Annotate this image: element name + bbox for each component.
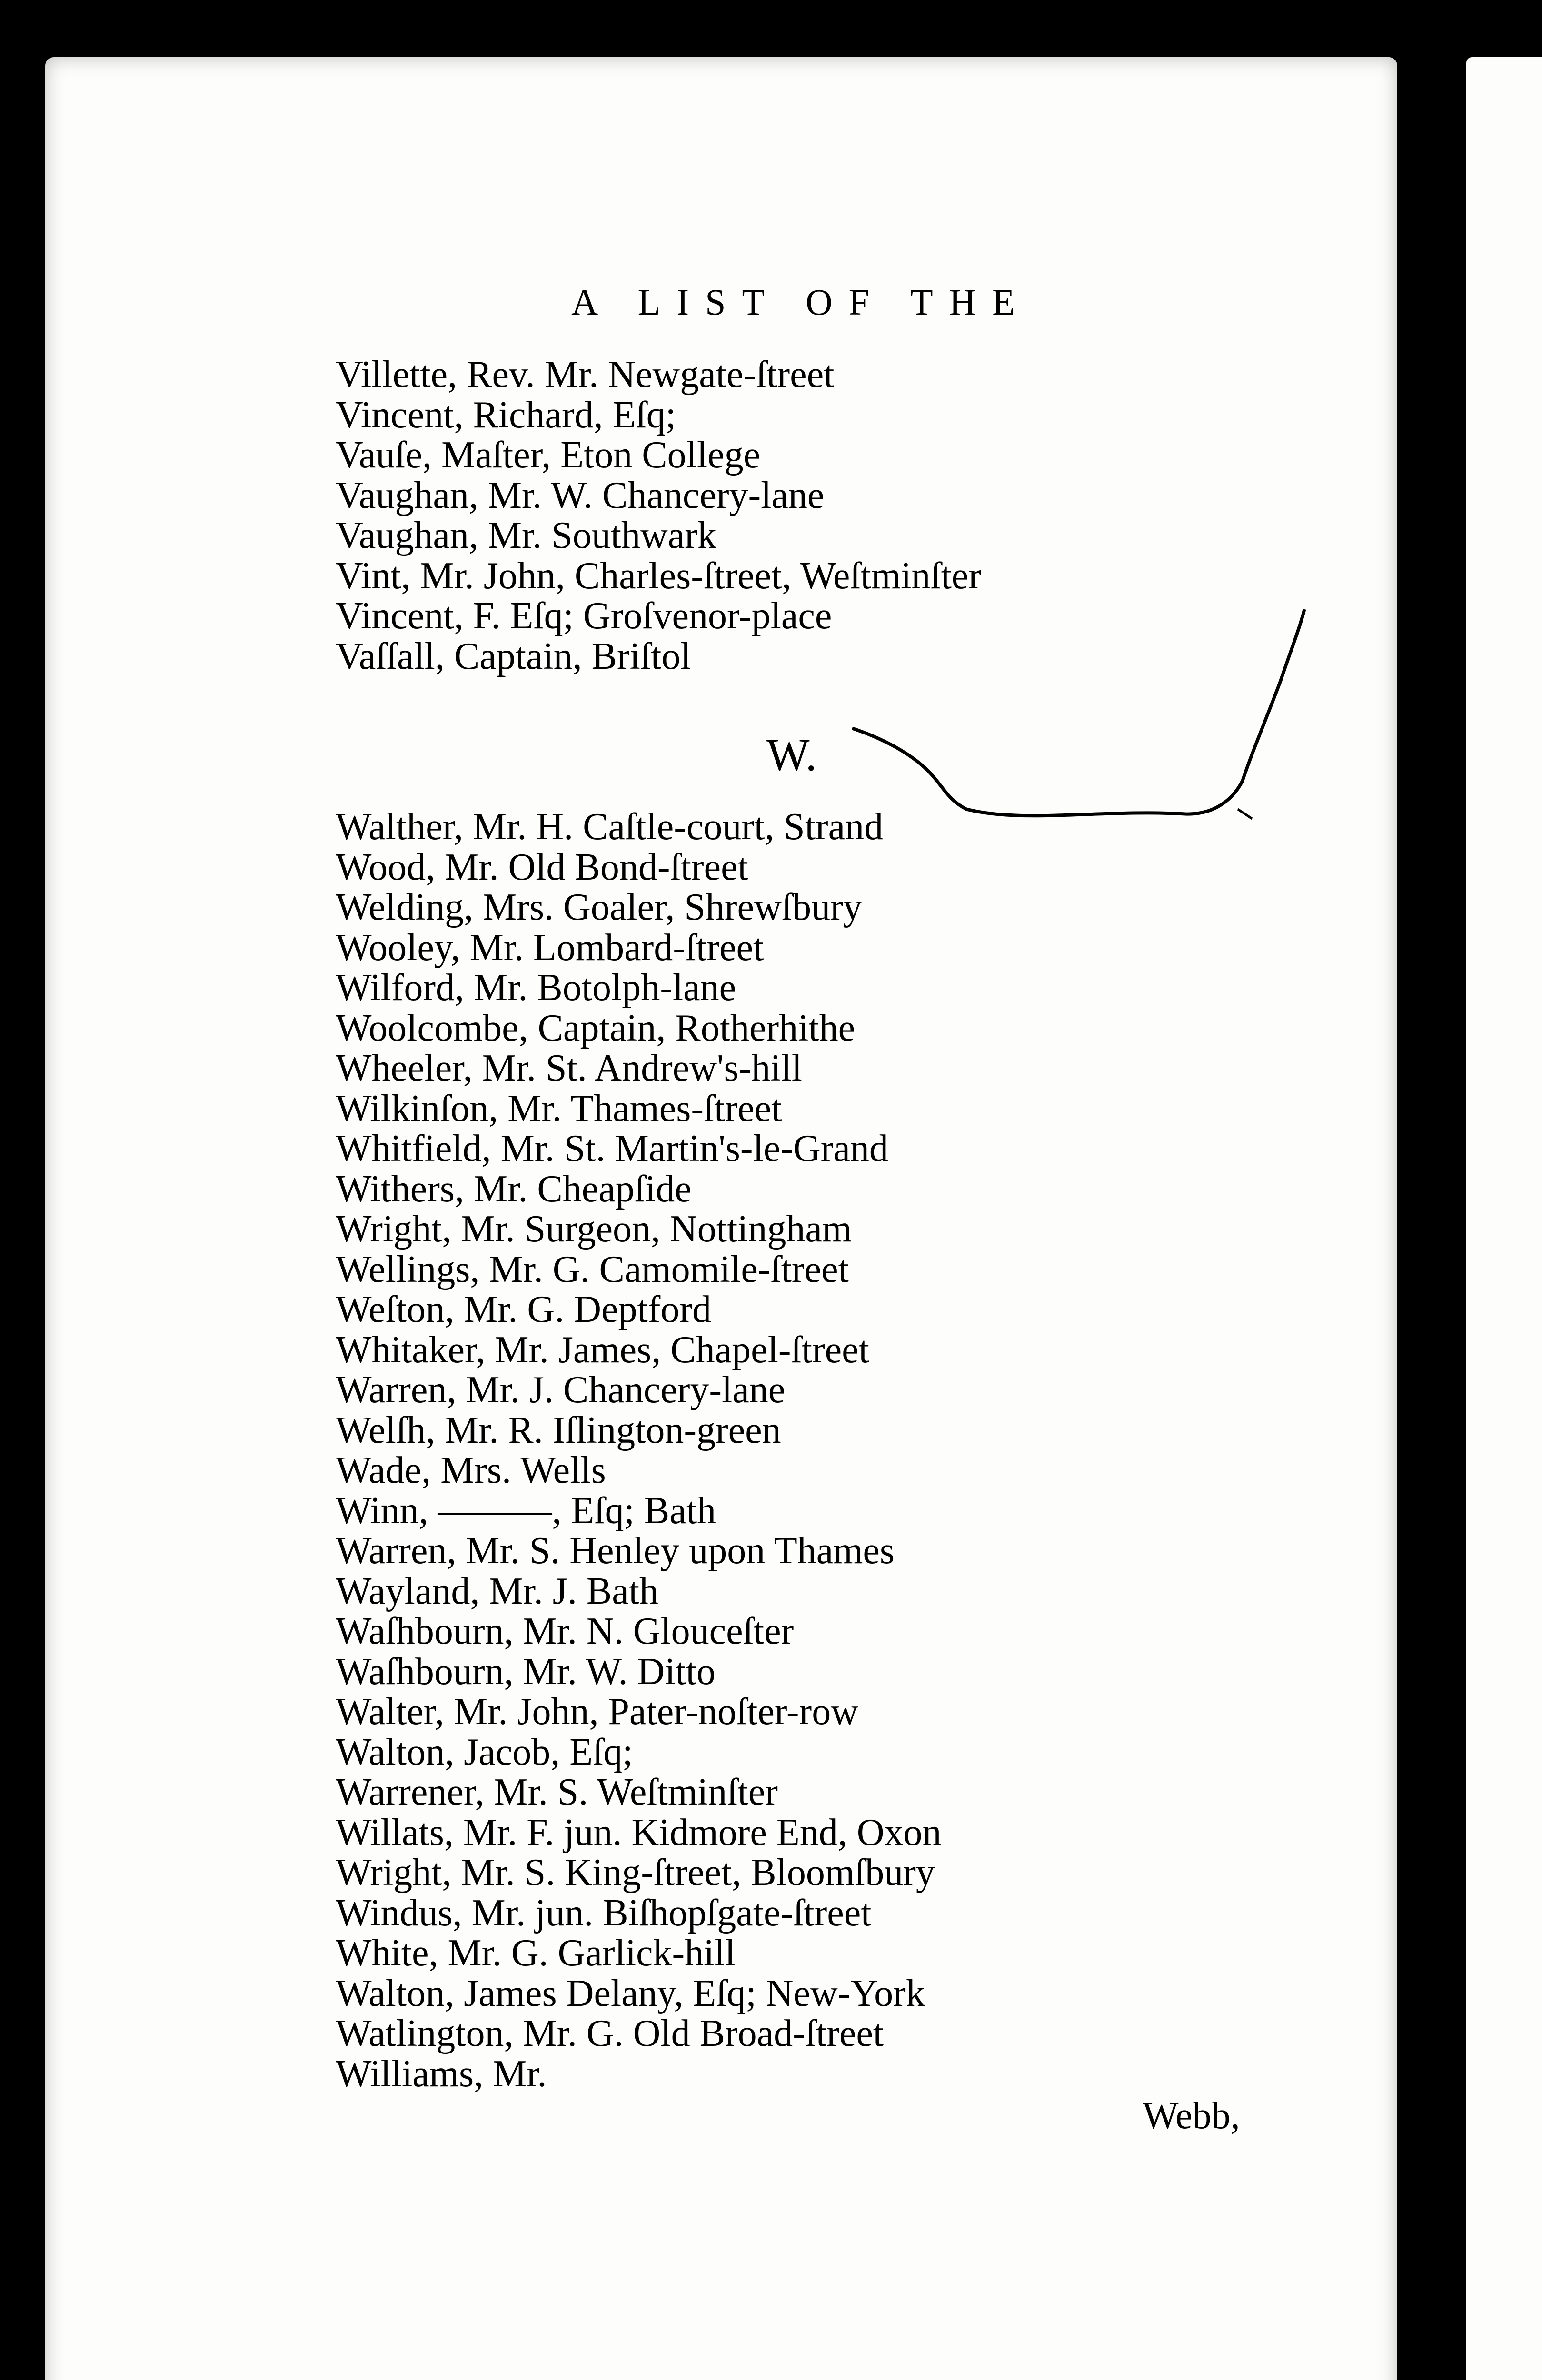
subscriber-entry: Wayland, Mr. J. Bath: [336, 1570, 658, 1612]
subscriber-entry: Willats, Mr. F. jun. Kidmore End, Oxon: [336, 1811, 942, 1854]
subscriber-entry: Vincent, F. Eſq; Groſvenor-place: [336, 595, 832, 637]
catchword: Webb,: [1143, 2095, 1240, 2137]
subscriber-entry: Williams, Mr.: [336, 2053, 547, 2095]
subscriber-entry: Whitfield, Mr. St. Martin's-le-Grand: [336, 1128, 888, 1170]
subscriber-entry: Waſhbourn, Mr. N. Glouceſter: [336, 1610, 794, 1652]
subscriber-entry: Vaſſall, Captain, Briſtol: [336, 635, 691, 677]
subscriber-entry: Windus, Mr. jun. Biſhopſgate-ſtreet: [336, 1892, 872, 1934]
subscriber-entry: Wright, Mr. S. King-ſtreet, Bloomſbury: [336, 1852, 935, 1894]
facing-page-edge: [1466, 57, 1542, 2380]
subscriber-entry: Vint, Mr. John, Charles-ſtreet, Weſtminſter: [336, 555, 981, 597]
running-head: A LIST OF THE: [571, 281, 1031, 323]
subscriber-entry: Winn, ———, Eſq; Bath: [336, 1489, 716, 1532]
subscriber-entry: Waſhbourn, Mr. W. Ditto: [336, 1650, 716, 1693]
subscriber-entry: Vaughan, Mr. Southwark: [336, 515, 716, 556]
subscriber-entry: Weſton, Mr. G. Deptford: [336, 1289, 711, 1330]
subscriber-entry: Wright, Mr. Surgeon, Nottingham: [336, 1208, 852, 1250]
subscriber-entry: Villette, Rev. Mr. Newgate-ſtreet: [336, 354, 835, 396]
subscriber-entry: Warren, Mr. S. Henley upon Thames: [336, 1530, 895, 1572]
subscriber-entry: Wood, Mr. Old Bond-ſtreet: [336, 846, 748, 888]
subscriber-entry: Walton, Jacob, Eſq;: [336, 1731, 633, 1773]
subscriber-entry: Welding, Mrs. Goaler, Shrewſbury: [336, 886, 862, 928]
subscriber-entry: Wilford, Mr. Botolph-lane: [336, 967, 736, 1009]
subscriber-entry: Warrener, Mr. S. Weſtminſter: [336, 1771, 778, 1813]
subscriber-entry: Walther, Mr. H. Caſtle-court, Strand: [336, 806, 884, 848]
subscriber-entry: Woolcombe, Captain, Rotherhithe: [336, 1007, 856, 1049]
subscriber-entry: Walton, James Delany, Eſq; New-York: [336, 1972, 925, 2014]
subscriber-list-w: [336, 807, 942, 2094]
subscriber-entry: Wilkinſon, Mr. Thames-ſtreet: [336, 1087, 782, 1130]
subscriber-entry: Whitaker, Mr. James, Chapel-ſtreet: [336, 1329, 869, 1371]
subscriber-entry: Walter, Mr. John, Pater-noſter-row: [336, 1691, 858, 1733]
subscriber-entry: Watlington, Mr. G. Old Broad-ſtreet: [336, 2013, 884, 2054]
subscriber-entry: White, Mr. G. Garlick-hill: [336, 1932, 736, 1974]
subscriber-entry: Welſh, Mr. R. Iſlington-green: [336, 1409, 781, 1451]
subscriber-entry: Vauſe, Maſter, Eton College: [336, 434, 761, 476]
subscriber-entry: Wade, Mrs. Wells: [336, 1449, 606, 1491]
subscriber-entry: Warren, Mr. J. Chancery-lane: [336, 1369, 786, 1411]
subscriber-entry: Vincent, Richard, Eſq;: [336, 394, 676, 436]
subscriber-entry: Withers, Mr. Cheapſide: [336, 1168, 692, 1210]
section-heading-w: W.: [766, 729, 817, 780]
subscriber-entry: Wellings, Mr. G. Camomile-ſtreet: [336, 1248, 849, 1290]
subscriber-entry: Wheeler, Mr. St. Andrew's-hill: [336, 1047, 802, 1089]
subscriber-entry: Wooley, Mr. Lombard-ſtreet: [336, 926, 764, 969]
subscriber-entry: Vaughan, Mr. W. Chancery-lane: [336, 474, 825, 516]
